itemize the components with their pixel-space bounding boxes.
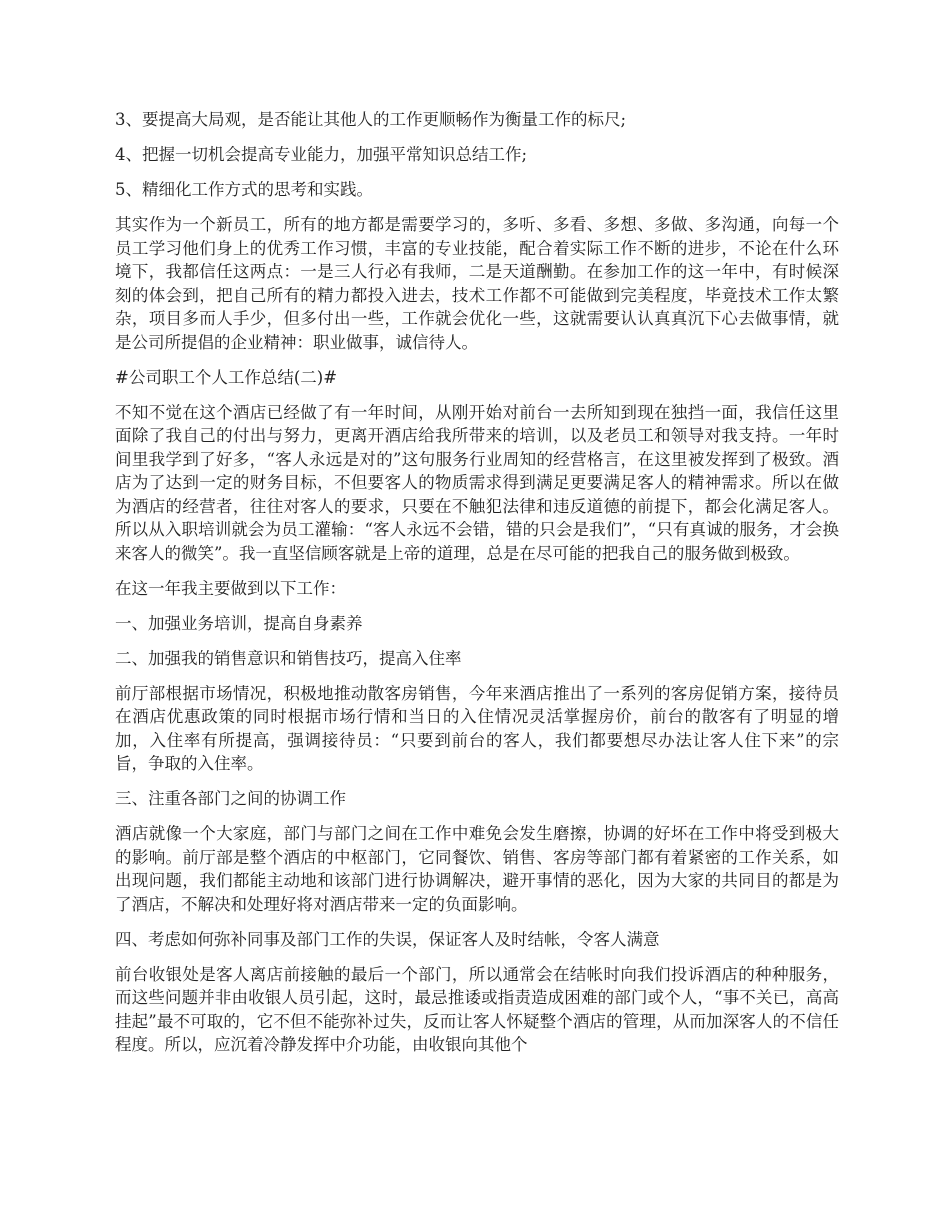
section-heading: #公司职工个人工作总结(二)#	[115, 367, 338, 387]
body-paragraph-checkout: 前台收银处是客人离店前接触的最后一个部门，所以通常会在结帐时向我们投诉酒店的种种服务，而这些问题并非由收银人员引起，这时，最忌推诿或指责造成困难的部门或个人，“事不关已，高高挂起”最不可取的，它不但不能弥补过失，反而让客人怀疑整个酒店的管理，从而加深客人的不信任程度。所以，应沉着冷静发挥中介功能，由收银向其他个	[115, 964, 839, 1054]
subheading-coordination: 三、注重各部门之间的协调工作	[115, 789, 346, 808]
list-item-3: 3、要提高大局观，是否能让其他人的工作更顺畅作为衡量工作的标尺;	[115, 110, 627, 129]
document-page	[115, 108, 839, 1068]
body-paragraph-new-employee: 其实作为一个新员工，所有的地方都是需要学习的，多听、多看、多想、多做、多沟通，向每一个员工学习他们身上的优秀工作习惯，丰富的专业技能，配合着实际工作不断的进步，不论在什么环境下，我都信任这两点：一是三人行必有我师，二是天道酬勤。在参加工作的这一年中，有时候深刻的体会到，把自己所有的精力都投入进去，技术工作都不可能做到完美程度，毕竟技术工作太繁杂，项目多而人手少，但多付出一些，工作就会优化一些，这就需要认认真真沉下心去做事情，就是公司所提倡的企业精神：职业做事，诚信待人。	[115, 215, 839, 352]
list-item-4: 4、把握一切机会提高专业能力，加强平常知识总结工作;	[115, 145, 528, 164]
body-paragraph-hotel-year: 不知不觉在这个酒店已经做了有一年时间，从刚开始对前台一去所知到现在独挡一面，我信任这里面除了我自己的付出与努力，更离开酒店给我所带来的培训，以及老员工和领导对我支持。一年时间里我学到了好多，“客人永远是对的”这句服务行业周知的经营格言，在这里被发挥到了极致。酒店为了达到一定的财务目标，不但要客人的物质需求得到满足更要满足客人的精神需求。所以在做为酒店的经营者，往往对客人的要求，只要在不触犯法律和违反道德的前提下，都会化满足客人。所以从入职培训就会为员工灌输：“客人永远不会错，错的只会是我们”，“只有真诚的服务，才会换来客人的微笑”。我一直坚信顾客就是上帝的道理，总是在尽可能的把我自己的服务做到极致。	[115, 402, 839, 563]
body-paragraph-sales: 前厅部根据市场情况，积极地推动散客房销售，今年来酒店推出了一系列的客房促销方案，接待员在酒店优惠政策的同时根据市场行情和当日的入住情况灵活掌握房价，前台的散客有了明显的增加，入住率有所提高，强调接待员：“只要到前台的客人，我们都要想尽办法让客人住下来”的宗旨，争取的入住率。	[115, 683, 839, 773]
body-paragraph-coordination: 酒店就像一个大家庭，部门与部门之间在工作中难免会发生磨擦，协调的好坏在工作中将受到极大的影响。前厅部是整个酒店的中枢部门，它同餐饮、销售、客房等部门都有着紧密的工作关系，如出现问题，我们都能主动地和该部门进行协调解决，避开事情的恶化，因为大家的共同目的都是为了酒店，不解决和处理好将对酒店带来一定的负面影响。	[115, 824, 839, 914]
subheading-training: 一、加强业务培训，提高自身素养	[115, 613, 363, 633]
list-item-5: 5、精细化工作方式的思考和实践。	[115, 180, 373, 199]
intro-line: 在这一年我主要做到以下工作：	[115, 578, 346, 598]
subheading-checkout: 四、考虑如何弥补同事及部门工作的失误，保证客人及时结帐，令客人满意	[115, 929, 660, 949]
subheading-sales: 二、加强我的销售意识和销售技巧，提高入住率	[115, 648, 462, 668]
